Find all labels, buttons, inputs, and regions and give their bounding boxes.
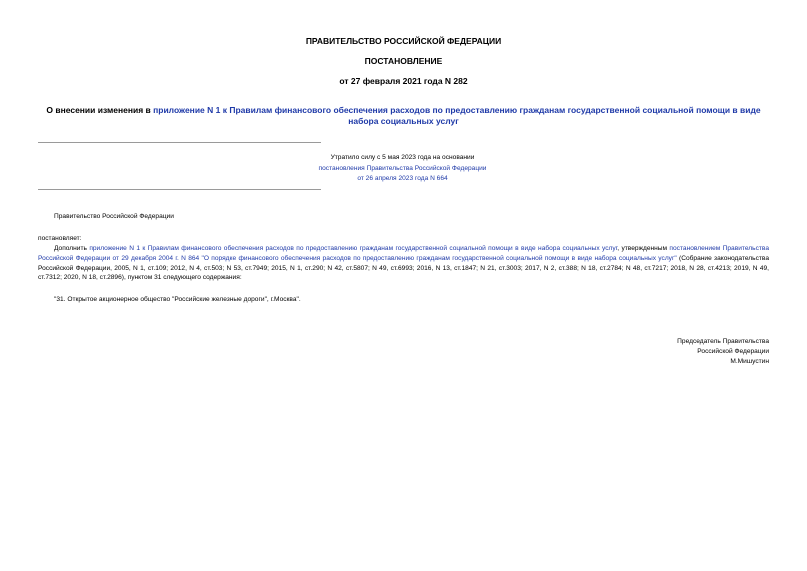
document-title: [38, 105, 769, 127]
government-name: Правительство Российской Федерации: [54, 213, 174, 220]
para-link-appendix[interactable]: приложение N 1 к Правилам финансового обеспечения расходов по предоставлению гражданам государственной социальной помощи в виде набора социальных услуг: [89, 245, 618, 252]
status-note-link-date[interactable]: от 26 апреля 2023 года N 664: [357, 175, 448, 182]
status-note: [300, 153, 505, 185]
title-prefix: О внесении изменения в: [46, 105, 154, 115]
signature-name: М.Мишустин: [730, 358, 769, 365]
signature-position-2: Российской Федерации: [697, 348, 769, 355]
signature-position-1: Председатель Правительства: [677, 338, 769, 345]
title-link-appendix[interactable]: приложение N 1 к Правилам финансового обеспечения расходов по предоставлению гражданам государственной социальной помощи в виде набора социальных услуг: [153, 105, 761, 126]
signature-block: [677, 337, 769, 367]
divider-bottom: [38, 189, 321, 190]
item-31: "31. Открытое акционерное общество "Российские железные дороги", г.Москва".: [54, 296, 301, 303]
para-text-2: , утвержденным: [617, 245, 670, 252]
decree-date-number: от 27 февраля 2021 года N 282: [339, 76, 468, 86]
resolves-label: постановляет:: [38, 235, 82, 242]
para-text-1: Дополнить: [54, 245, 90, 252]
para-text-3: (Собрание законодательства Российской Федерации, 2005, N 1, ст.109; 2012, N 4, ст.503; N 53, ст.7949; 2015, N 1, ст.290; N 42, ст.5807; N 49, ст.6993; 2016, N 13, ст.1847; N 21, ст.3003; 2017, N 2, ст.388; N 18, ст.2784; N 48, ст.7217; 2018, N 28, ст.4213; 2019, N 49, ст.7312; 2020, N 18, ст.2896), пунктом 31 следующего содержания:: [38, 254, 769, 282]
divider-top: [38, 142, 321, 143]
para-link-decree-864[interactable]: постановлением Правительства Российской Федерации от 29 декабря 2004 г. N 864 "О порядке финансового обеспечения расходов по предоставлению гражданам государственной социальной помощи в виде набора социальных услуг": [38, 245, 769, 262]
government-heading: ПРАВИТЕЛЬСТВО РОССИЙСКОЙ ФЕДЕРАЦИИ: [305, 36, 502, 46]
status-note-text: Утратило силу с 5 мая 2023 года на основании: [330, 154, 475, 161]
decree-heading: ПОСТАНОВЛЕНИЕ: [364, 56, 443, 66]
main-paragraph: [38, 244, 769, 283]
status-note-link-decree[interactable]: постановления Правительства Российской Федерации: [318, 164, 487, 172]
